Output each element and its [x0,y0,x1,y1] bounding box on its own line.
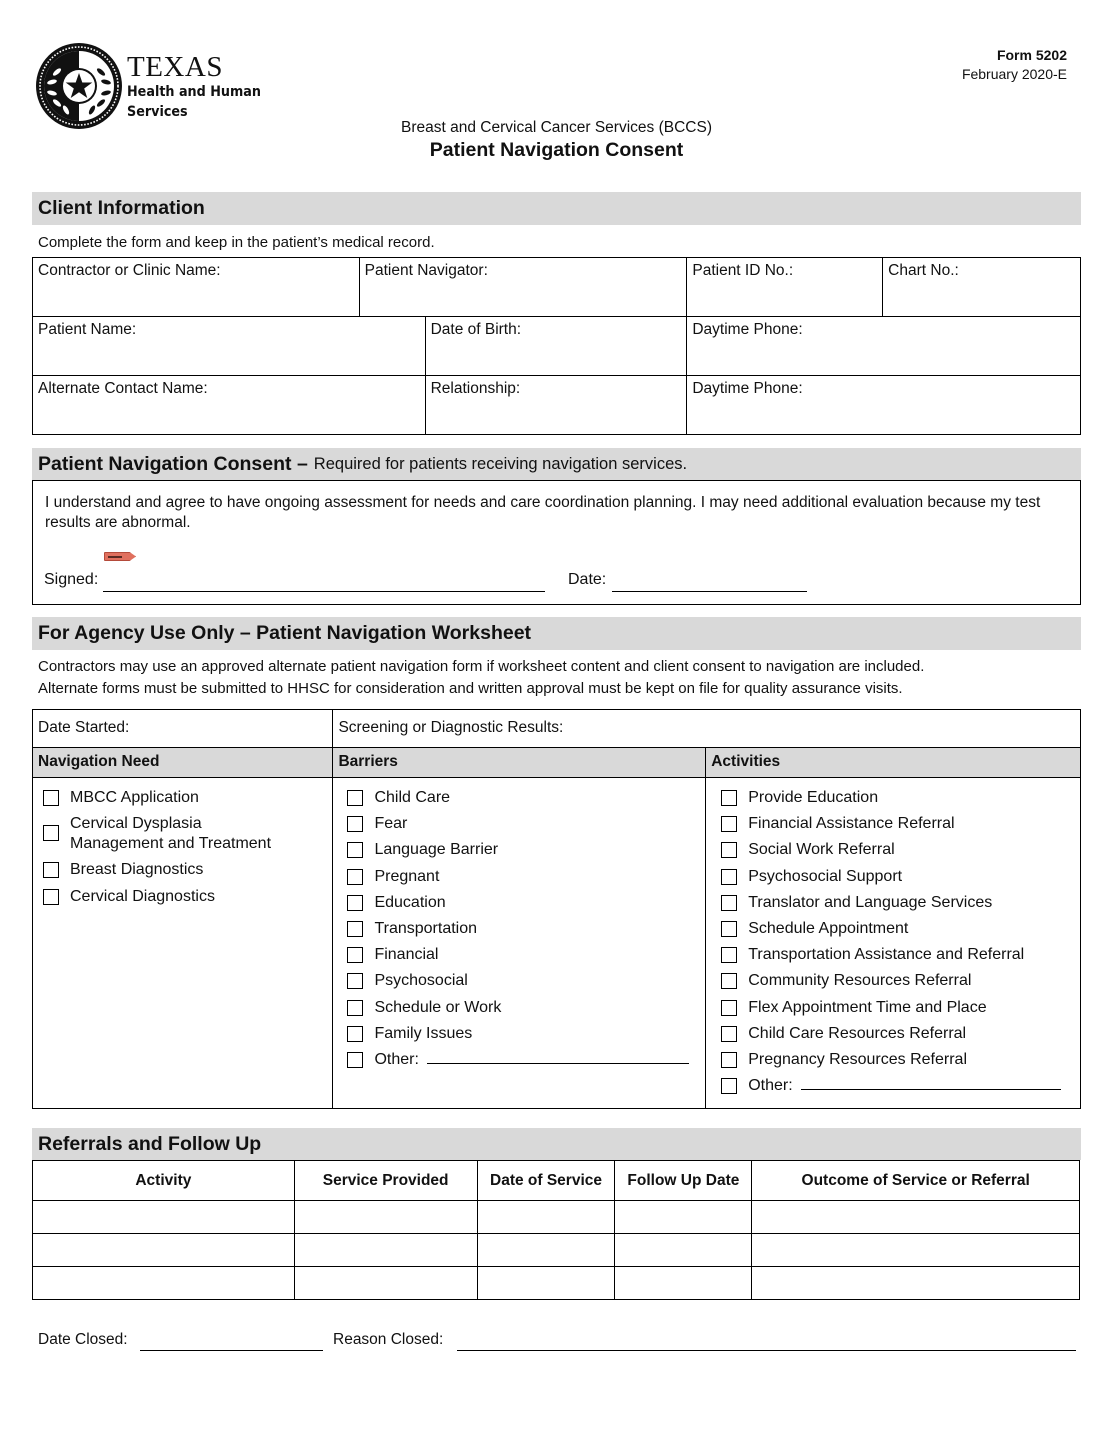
section-patient-navigation-consent [32,448,1081,480]
cell-outcome[interactable] [752,1234,1080,1267]
checkbox[interactable] [721,1026,737,1042]
relationship-label: Relationship: [430,380,521,397]
col-outcome: Outcome of Service or Referral [752,1161,1080,1201]
checkbox[interactable] [721,790,737,806]
activity-item[interactable] [721,788,1080,808]
barrier-label: Child Care [374,789,451,806]
screening-results-label: Screening or Diagnostic Results: [338,719,564,736]
program-title: Breast and Cervical Cancer Services (BCCS) [401,119,712,136]
checkbox[interactable] [721,1052,737,1068]
barrier-other[interactable] [347,1050,705,1070]
consent-box [32,480,1081,605]
daytime-phone-field[interactable] [687,317,1081,376]
col-activity: Activity [33,1161,295,1201]
texas-seal-icon [35,42,123,130]
patient-name-field[interactable] [33,317,426,376]
barrier-label: Language Barrier [374,841,499,859]
date-closed-field[interactable] [140,1350,323,1351]
navigator-field[interactable] [359,258,687,317]
cell-follow-up-date[interactable] [615,1267,752,1300]
form-meta [962,46,1067,84]
col-barriers: Barriers [333,748,706,778]
barrier-label: Financial [374,946,439,964]
screening-results-field[interactable] [333,710,1081,748]
contractor-field[interactable] [33,258,360,317]
barrier-item[interactable] [347,1024,705,1044]
checkbox[interactable] [721,816,737,832]
col-follow-up-date: Follow Up Date [615,1161,752,1201]
barrier-other-field[interactable] [427,1050,689,1064]
activity-other-field[interactable] [801,1076,1061,1090]
contractor-label: Contractor or Clinic Name: [38,262,221,279]
need-label: MBCC Application [70,789,199,806]
form-number: Form 5202 [996,47,1067,63]
need-label: Cervical Diagnostics [70,887,215,905]
checkbox[interactable] [347,947,363,963]
checkbox[interactable] [721,1078,737,1094]
signed-label: Signed: [44,571,99,588]
barrier-label: Psychosocial [374,972,468,990]
checkbox[interactable] [347,973,363,989]
barrier-label: Education [374,893,446,911]
activity-item[interactable] [721,893,1080,913]
cell-activity[interactable] [33,1234,295,1267]
cell-activity[interactable] [33,1267,295,1300]
activity-label: Translator and Language Services [748,893,993,911]
activity-item[interactable] [721,998,1080,1018]
relationship-field[interactable] [425,376,687,435]
client-info-note: Complete the form and keep in the patient’s medical record. [38,234,435,251]
barrier-item[interactable] [347,867,705,887]
barrier-label: Fear [374,815,408,833]
barrier-item[interactable] [347,919,705,939]
navigator-label: Patient Navigator: [364,262,488,279]
consent-date-field[interactable] [612,591,807,592]
need-label: Breast Diagnostics [70,861,204,879]
logo-hhs-line1: Health and Human [127,84,261,100]
alt-contact-label: Alternate Contact Name: [38,380,208,397]
table-row [33,1267,1080,1300]
consent-text: I understand and agree to have ongoing assessment for needs and care coordination planning. I may need additional evaluation because my test results are abnormal. [45,494,1041,531]
activity-item[interactable] [721,840,1080,860]
checkbox[interactable] [721,921,737,937]
need-breast-diagnostics[interactable] [43,860,332,880]
barrier-item[interactable] [347,840,705,860]
barrier-label: Other: [374,1050,419,1068]
consent-date-label: Date: [568,571,607,588]
logo-texas-text: TEXAS [127,51,223,83]
texas-hhs-logo [35,42,275,130]
checkbox[interactable] [347,816,363,832]
section-client-information [32,192,1081,225]
checkbox[interactable] [347,1026,363,1042]
date-closed-label: Date Closed: [38,1331,128,1348]
activity-label: Pregnancy Resources Referral [748,1050,967,1068]
table-row [33,1234,1080,1267]
checkbox[interactable] [43,790,59,806]
logo-hhs-line2: Services [127,104,188,120]
checkbox[interactable] [347,1000,363,1016]
activity-label: Provide Education [748,789,879,806]
col-date-of-service: Date of Service [477,1161,615,1201]
checkbox[interactable] [347,790,363,806]
activity-item[interactable] [721,1024,1080,1044]
alt-daytime-phone-field[interactable] [687,376,1081,435]
reason-closed-field[interactable] [457,1350,1076,1351]
activity-other[interactable] [721,1076,1080,1096]
dob-field[interactable] [425,317,687,376]
need-mbcc[interactable] [43,788,332,808]
signature-field[interactable] [103,591,545,592]
barrier-label: Transportation [374,919,478,937]
cell-service-provided[interactable] [294,1267,477,1300]
checkbox[interactable] [43,889,59,905]
section-heading: Referrals and Follow Up [38,1132,262,1155]
cell-activity[interactable] [33,1201,295,1234]
table-row [33,1201,1080,1234]
alt-daytime-phone-label: Daytime Phone: [692,380,803,397]
reason-closed-label: Reason Closed: [333,1331,444,1348]
checkbox[interactable] [721,869,737,885]
section-heading: Patient Navigation Consent – [38,452,308,475]
referrals-table [32,1160,1080,1300]
need-cervical-dysplasia[interactable] [43,814,332,854]
barrier-label: Schedule or Work [374,998,502,1016]
checkbox[interactable] [347,895,363,911]
section-heading: Client Information [38,197,205,219]
worksheet-note-2: Alternate forms must be submitted to HHSC for consideration and written approval must be kept on file for quality assurance visits. [38,680,903,697]
sign-here-flag-icon[interactable] [104,552,136,561]
col-activities: Activities [706,748,1081,778]
barrier-item[interactable] [347,814,705,834]
section-agency-worksheet [32,617,1081,650]
cell-outcome[interactable] [752,1201,1080,1234]
patient-id-field[interactable] [687,258,883,317]
client-info-table [32,257,1081,435]
cell-service-provided[interactable] [294,1234,477,1267]
activity-label: Flex Appointment Time and Place [748,998,987,1016]
cell-follow-up-date[interactable] [615,1234,752,1267]
barrier-item[interactable] [347,788,705,808]
section-subheading: Required for patients receiving navigation services. [313,454,688,473]
cell-date-of-service[interactable] [477,1234,615,1267]
worksheet-note-1: Contractors may use an approved alternate patient navigation form if worksheet content and client consent to navigation are included. [38,658,925,675]
date-started-field[interactable] [33,710,333,748]
cell-date-of-service[interactable] [477,1267,615,1300]
date-started-label: Date Started: [38,719,130,736]
activity-label: Schedule Appointment [748,919,909,937]
need-label: Cervical Dysplasia Management and Treatment [70,815,272,853]
activity-item[interactable] [721,945,1080,965]
cell-outcome[interactable] [752,1267,1080,1300]
barrier-item[interactable] [347,945,705,965]
cell-service-provided[interactable] [294,1201,477,1234]
cell-follow-up-date[interactable] [615,1201,752,1234]
barrier-item[interactable] [347,971,705,991]
checkbox[interactable] [347,1052,363,1068]
checkbox[interactable] [721,895,737,911]
activity-label: Psychosocial Support [748,867,903,885]
checkbox[interactable] [43,862,59,878]
dob-label: Date of Birth: [430,321,522,338]
checkbox[interactable] [347,869,363,885]
patient-name-label: Patient Name: [38,321,137,338]
activity-label: Social Work Referral [748,841,895,859]
page-title: Patient Navigation Consent [429,139,684,161]
activity-item[interactable] [721,1050,1080,1070]
cell-date-of-service[interactable] [477,1201,615,1234]
checkbox[interactable] [721,1000,737,1016]
checkbox[interactable] [721,973,737,989]
daytime-phone-label: Daytime Phone: [692,321,803,338]
need-cervical-diagnostics[interactable] [43,887,332,907]
form-date: February 2020-E [961,66,1067,82]
worksheet-table [32,709,1081,1109]
checkbox[interactable] [43,825,59,841]
col-navigation-need: Navigation Need [33,748,333,778]
barrier-item[interactable] [347,893,705,913]
activities-list [706,778,1081,1109]
activity-label: Community Resources Referral [748,972,972,990]
checkbox[interactable] [721,947,737,963]
barrier-item[interactable] [347,998,705,1018]
activity-label: Financial Assistance Referral [748,815,955,833]
checkbox[interactable] [347,842,363,858]
activity-item[interactable] [721,814,1080,834]
activity-label: Transportation Assistance and Referral [748,946,1025,964]
barrier-label: Pregnant [374,867,440,885]
chart-no-label: Chart No.: [888,262,959,279]
navigation-need-list [33,778,333,1109]
section-referrals [32,1128,1081,1160]
activity-label: Child Care Resources Referral [748,1024,967,1042]
alt-contact-field[interactable] [33,376,426,435]
activity-item[interactable] [721,919,1080,939]
activity-label: Other: [748,1077,793,1095]
barrier-label: Family Issues [374,1024,473,1042]
checkbox[interactable] [347,921,363,937]
activity-item[interactable] [721,867,1080,887]
col-service-provided: Service Provided [294,1161,477,1201]
checkbox[interactable] [721,842,737,858]
section-heading: For Agency Use Only – Patient Navigation Worksheet [38,622,532,644]
chart-no-field[interactable] [883,258,1081,317]
patient-id-label: Patient ID No.: [692,262,794,279]
barriers-list [333,778,706,1109]
activity-item[interactable] [721,971,1080,991]
